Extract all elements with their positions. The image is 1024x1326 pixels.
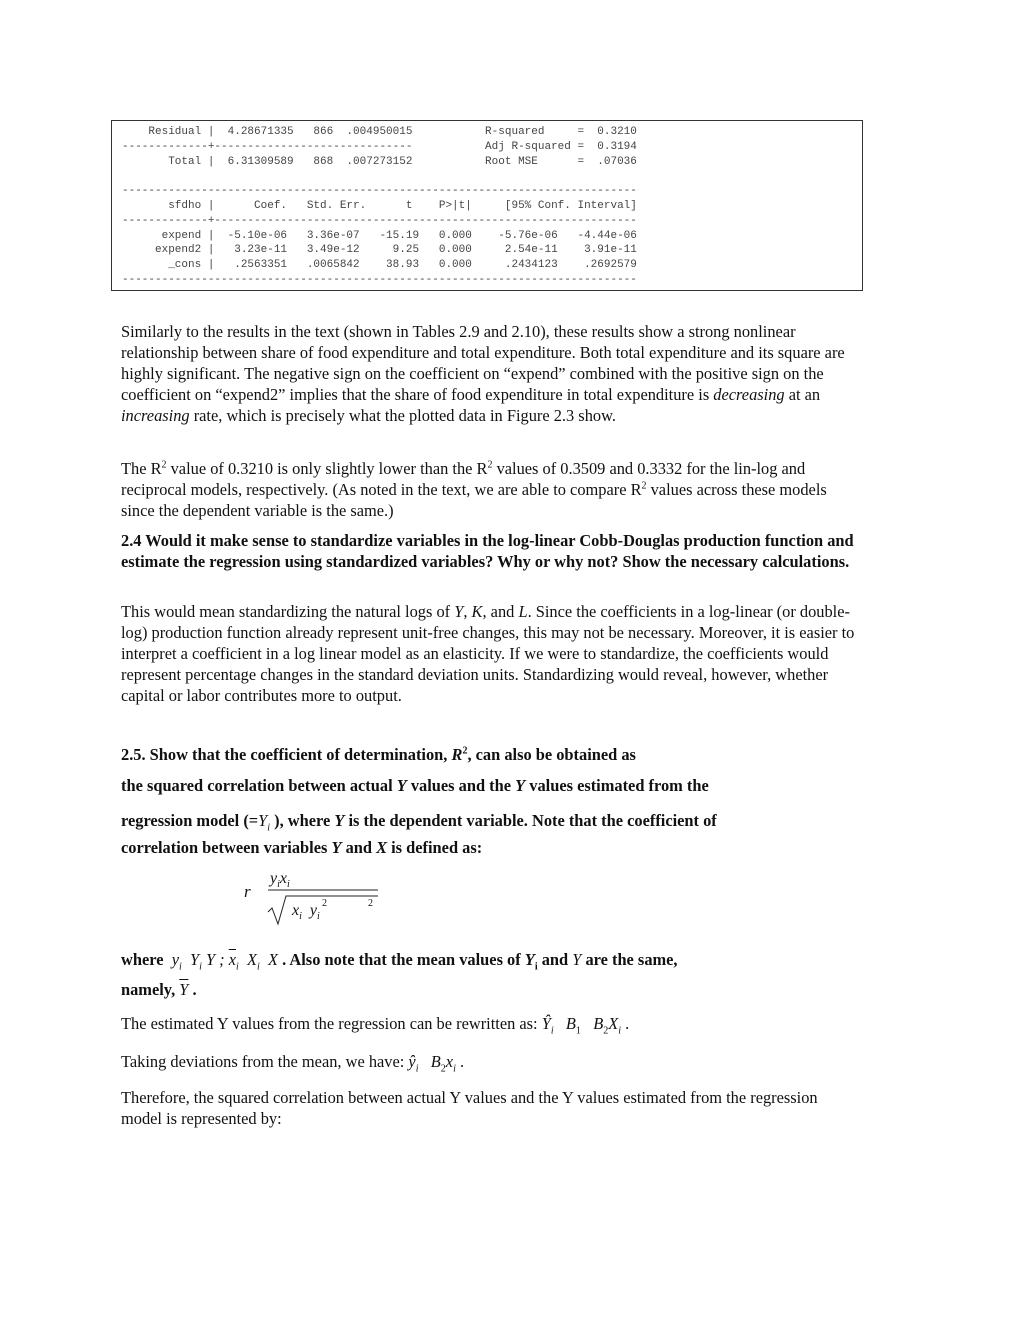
formula-exponent: 2	[322, 898, 327, 909]
formula-numerator: $y_ix_i$	[270, 870, 290, 891]
deviation-equation: Taking deviations from the mean, we have: $ŷ_i$ $B_2x_i$ .	[121, 1052, 465, 1075]
formula-denominator: $x_i$ $y_i$	[292, 902, 320, 923]
stata-line: -------------+----------------------------------------------------------------	[122, 214, 637, 227]
paragraph-r-squared: The $R^2$ value of 0.3210 is only slightly lower than the $R^2$ values of 0.3509 and 0.3332 for the lin-log and reciprocal models, respectively. (As noted in the text, we are able to compare $R^2$ values across these models since the dependent variable is the same.)	[121, 459, 827, 520]
stata-line: _cons | .2563351 .0065842 38.93 0.000 .2434123 .2692579	[122, 259, 637, 272]
where-definition: where $y_i$ $Y_i$ Y ; $\overline{x}_i$ $X_i$ X . Also note that the mean values of $Y_i$ and Y are the same, namely, $\overline{Y}$ .	[121, 950, 678, 999]
formula-r: r	[244, 882, 251, 901]
paragraph-standardize: This would mean standardizing the natural logs of Y, K, and L. Since the coefficients in a log-linear (or double-log) production function already represent unit-free changes, this may not be necessary. Moreover, it is easier to interpret a coefficient in a log linear model as an elasticity. If we were to standardize, the coefficients would represent percentage changes in the standard deviation units. Standardizing would reveal, however, whether capital or labor contributes more to output.	[121, 602, 855, 705]
stata-line: expend2 | 3.23e-11 3.49e-12 9.25 0.000 2.54e-11 3.91e-11	[122, 244, 637, 257]
stata-output-box	[111, 120, 863, 291]
stata-line: ------------------------------------------------------------------------------	[122, 185, 637, 198]
correlation-formula	[240, 868, 400, 928]
formula-exponent-outer: 2	[368, 898, 373, 909]
paragraph-therefore: Therefore, the squared correlation between actual Y values and the Y values estimated from the regression model is represented by:	[121, 1088, 818, 1128]
stata-line: -------------+------------------------------ Adj R-squared = 0.3194	[122, 140, 637, 153]
stata-output	[112, 121, 862, 288]
question-2-5: 2.5. Show that the coefficient of determination, $R^2$, can also be obtained as the squared correlation between actual Y values and the Y values estimated from the regression model ($=Y_i$ ), where Y is the dependent variable. Note that the coefficient of correlation between variables Y and X is defined as:	[121, 745, 717, 857]
formula-lines	[240, 868, 400, 928]
stata-line: sfdho | Coef. Std. Err. t P>|t| [95% Conf. Interval]	[122, 199, 637, 212]
stata-line: ------------------------------------------------------------------------------	[122, 273, 637, 286]
stata-line: expend | -5.10e-06 3.36e-07 -15.19 0.000 -5.76e-06 -4.44e-06	[122, 229, 637, 242]
stata-line: Residual | 4.28671335 866 .004950015 R-squared = 0.3210	[122, 126, 637, 138]
stata-line: Total | 6.31309589 868 .007273152 Root MSE = .07036	[122, 155, 637, 168]
paragraph-results: Similarly to the results in the text (shown in Tables 2.9 and 2.10), these results show a strong nonlinear relationship between share of food expenditure and total expenditure. Both total expenditure and its square are highly significant. The negative sign on the coefficient on “expend” combined with the positive sign on the coefficient on “expend2” implies that the share of food expenditure in total expenditure is decreasing at an increasing rate, which is precisely what the plotted data in Figure 2.3 show.	[121, 322, 845, 425]
deviation-definition: $y_i$ $Y_i$ Y ; $\overline{x}_i$ $X_i$ X	[171, 950, 279, 973]
estimated-values-equation: The estimated Y values from the regression can be rewritten as: $Ŷ_i$ $B_1$ $B_2X_i$ .	[121, 1014, 630, 1037]
question-2-4: 2.4 Would it make sense to standardize variables in the log-linear Cobb-Douglas production function and estimate the regression using standardized variables? Why or why not? Show the necessary calculations.	[121, 531, 854, 571]
